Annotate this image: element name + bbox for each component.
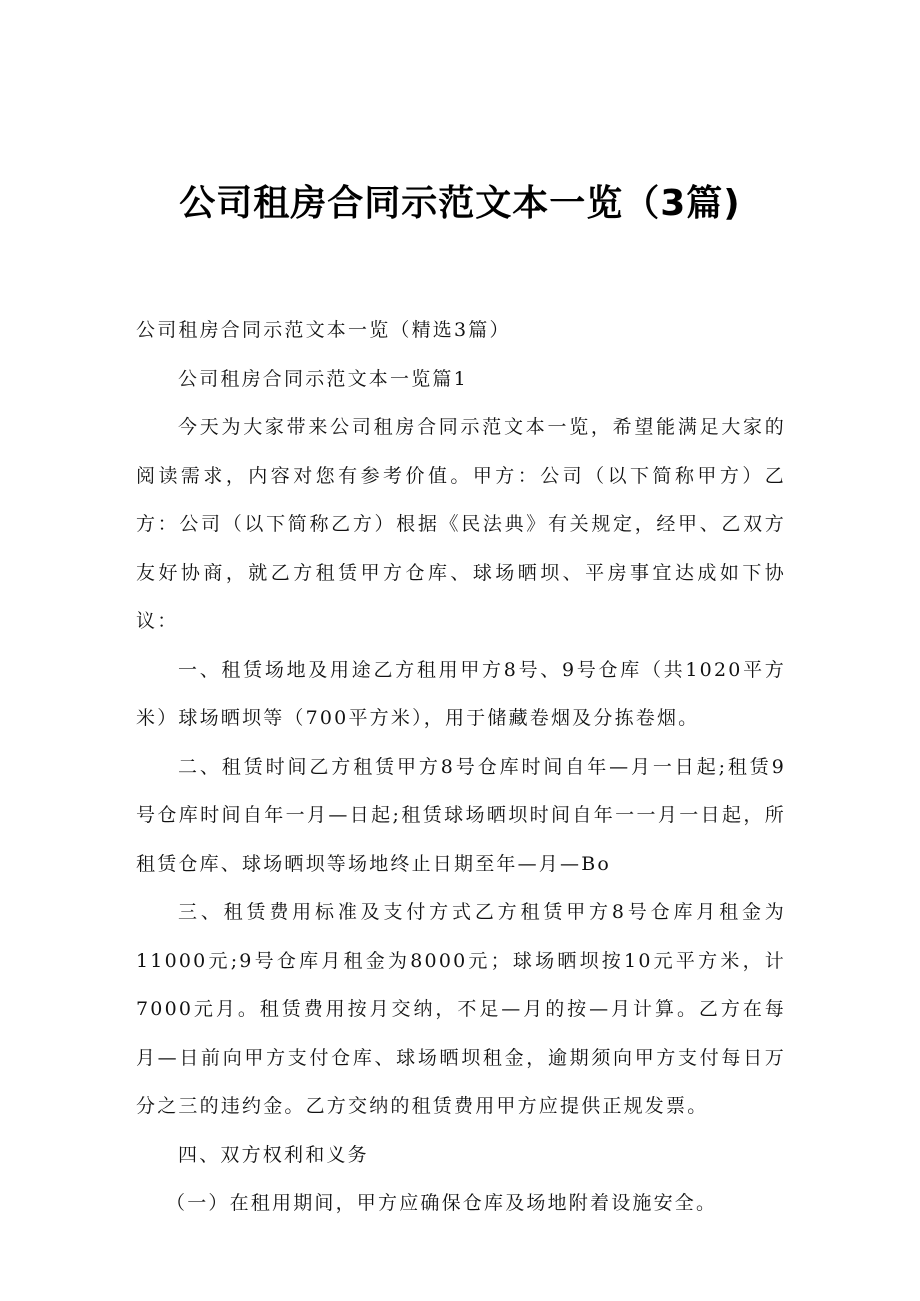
clause-1-paragraph: 一、租赁场地及用途乙方租用甲方8号、9号仓库（共1020平方米）球场晒坝等（700平方米），用于储藏卷烟及分拣卷烟。	[136, 658, 786, 729]
clause-4-heading: 四、双方权利和义务	[178, 1143, 369, 1166]
subtitle-paragraph: 公司租房合同示范文本一览（精选3篇）	[136, 319, 511, 341]
document-title: 公司租房合同示范文本一览（3篇)	[179, 183, 741, 225]
clause-4-1-paragraph: （一）在租用期间，甲方应确保仓库及场地附着设施安全。	[166, 1192, 718, 1214]
clause-2-paragraph: 二、租赁时间乙方租赁甲方8号仓库时间自年—月一日起;租赁9号仓库时间自年一月—日起;租赁球场晒坝时间自年一一月一日起，所租赁仓库、球场晒坝等场地终止日期至年—月—Bo	[136, 755, 786, 875]
document-body	[136, 306, 786, 1228]
intro-paragraph: 今天为大家带来公司租房合同示范文本一览，希望能满足大家的阅读需求，内容对您有参考价值。甲方：公司（以下简称甲方）乙方：公司（以下简称乙方）根据《民法典》有关规定，经甲、乙双方友好协商，就乙方租赁甲方仓库、球场晒坝、平房事宜达成如下协议：	[136, 416, 786, 632]
section-heading: 公司租房合同示范文本一览篇1	[178, 367, 468, 390]
clause-3-paragraph: 三、租赁费用标准及支付方式乙方租赁甲方8号仓库月租金为11000元;9号仓库月租金为8000元；球场晒坝按10元平方米，计7000元月。租赁费用按月交纳，不足—月的按—月计算。乙方在每月—日前向甲方支付仓库、球场晒坝租金，逾期须向甲方支付每日万分之三的违约金。乙方交纳的租赁费用甲方应提供正规发票。	[136, 901, 786, 1117]
